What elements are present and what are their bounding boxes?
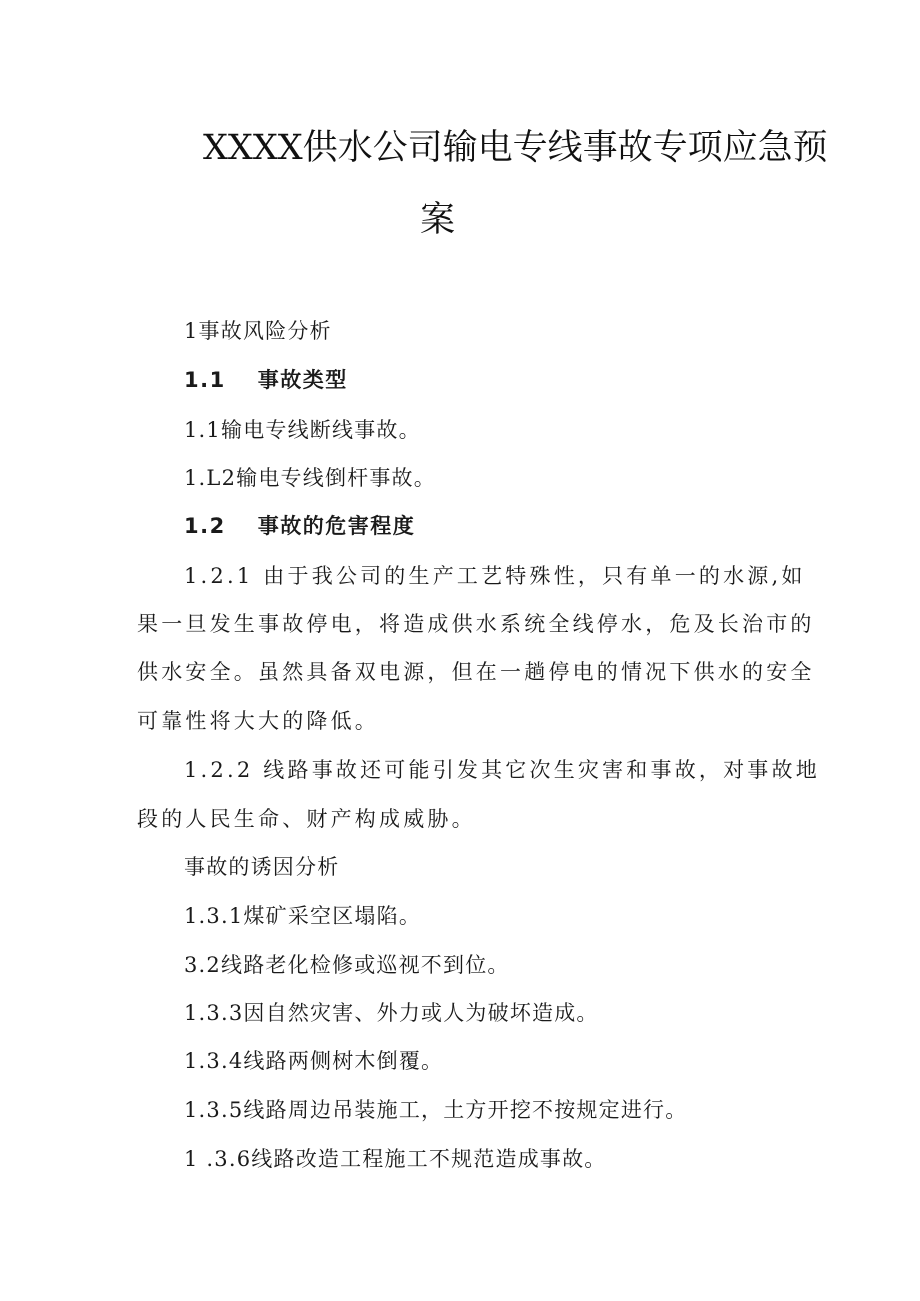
list-item: 1.L2输电专线倒杆事故。 [184, 466, 436, 490]
paragraph-line: 供水安全。虽然具备双电源，但在一趟停电的情况下供水的安全 [137, 660, 815, 684]
section-number: 1.2 [184, 514, 226, 538]
section-heading-1-2 [184, 516, 415, 537]
list-item: 1.3.5线路周边吊装施工，土方开挖不按规定进行。 [184, 1098, 688, 1122]
section-heading-1-3: 事故的诱因分析 [184, 855, 340, 879]
section-heading-1-1 [184, 370, 348, 391]
list-item: 1.3.4线路两侧树木倒覆。 [184, 1049, 444, 1073]
paragraph-line: 1.2.1 由于我公司的生产工艺特殊性，只有单一的水源,如 [184, 564, 806, 588]
list-item: 1.3.1煤矿采空区塌陷。 [184, 904, 422, 928]
paragraph-line: 段的人民生命、财产构成威胁。 [137, 807, 476, 831]
paragraph-line: 果一旦发生事故停电，将造成供水系统全线停水，危及长治市的 [137, 612, 815, 636]
document-title-line-1: XXXX供水公司输电专线事故专项应急预 [203, 128, 828, 168]
list-item: 1.1输电专线断线事故。 [184, 418, 421, 442]
list-item: 1 .3.6线路改造工程施工不规范造成事故。 [184, 1147, 607, 1171]
document-title-line-2: 案 [420, 200, 456, 240]
paragraph-line: 可靠性将大大的降低。 [137, 709, 379, 733]
list-item: 1.3.3因自然灾害、外力或人为破坏造成。 [184, 1001, 599, 1025]
paragraph-line: 1.2.2 线路事故还可能引发其它次生灾害和事故，对事故地 [184, 758, 820, 782]
section-number: 1.1 [184, 368, 226, 392]
section-heading-text: 事故类型 [257, 368, 348, 392]
section-heading-text: 事故的危害程度 [257, 514, 416, 538]
list-item: 3.2线路老化检修或巡视不到位。 [184, 953, 510, 977]
section-heading-1: 1事故风险分析 [184, 319, 332, 343]
